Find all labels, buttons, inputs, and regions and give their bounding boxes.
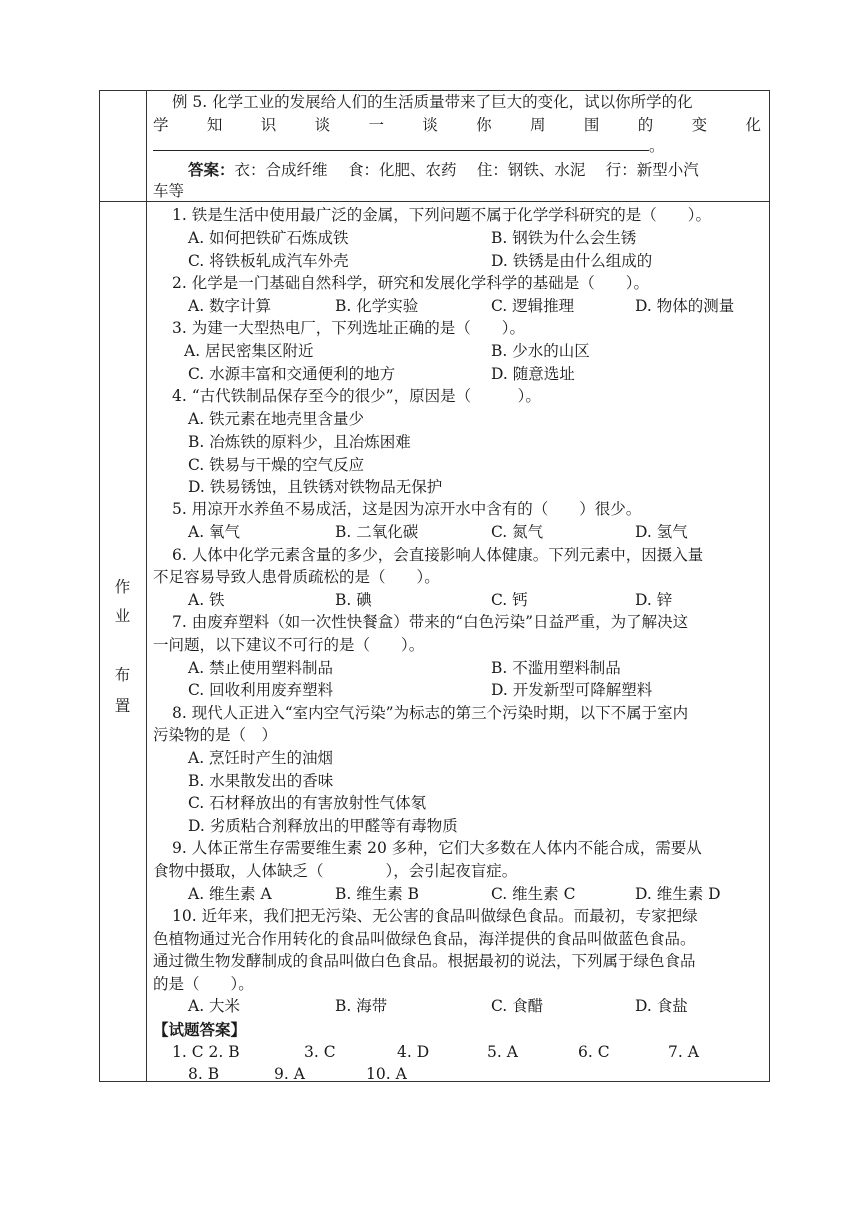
q7-option-a: A. 禁止使用塑料制品 xyxy=(188,659,334,677)
example-char: 学 xyxy=(153,116,169,134)
q2-option-d: D. 物体的测量 xyxy=(635,297,735,315)
example-answer xyxy=(188,159,699,181)
q2-option-b: B. 化学实验 xyxy=(335,297,419,315)
question-7-line-2: 一问题，以下建议不可行的是（ ）。 xyxy=(153,636,425,654)
q3-option-b: B. 少水的山区 xyxy=(491,342,590,360)
q3-option-a: A. 居民密集区附近 xyxy=(184,342,314,360)
question-6-line-1: 6. 人体中化学元素含量的多少，会直接影响人体健康。下列元素中，因摄入量 xyxy=(172,546,704,564)
question-6-line-2: 不足容易导致人患骨质疏松的是（ ）。 xyxy=(153,568,440,586)
answer-item: 1. C 2. B xyxy=(172,1043,240,1061)
example-answer-cont: 车等 xyxy=(153,182,185,200)
q1-option-c: C. 将铁板轧成汽车外壳 xyxy=(188,252,349,270)
q7-option-d: D. 开发新型可降解塑料 xyxy=(491,681,653,699)
answer-text: 衣：合成纤维 食：化肥、农药 住：钢铁、水泥 行：新型小汽 xyxy=(234,161,699,179)
q9-option-d: D. 维生素 D xyxy=(635,885,721,903)
answer-item: 7. A xyxy=(668,1043,699,1061)
q7-option-c: C. 回收利用废弃塑料 xyxy=(188,681,334,699)
answer-label: 答案： xyxy=(188,160,235,179)
answer-item: 3. C xyxy=(304,1043,336,1061)
question-10-line-2: 色植物通过光合作用转化的食品叫做绿色食品，海洋提供的食品叫做蓝色食品。 xyxy=(153,930,696,948)
answer-item: 10. A xyxy=(366,1065,407,1083)
q8-option-c: C. 石材释放出的有害放射性气体氡 xyxy=(188,794,427,812)
q6-option-d: D. 锌 xyxy=(635,591,673,609)
answer-blank xyxy=(153,136,649,151)
q9-option-a: A. 维生素 A xyxy=(188,885,272,903)
label-char: 业 xyxy=(114,607,131,625)
example-line-1: 例 5. 化学工业的发展给人们的生活质量带来了巨大的变化，试以你所学的化 xyxy=(172,93,693,111)
question-10-line-4: 的是（ ）。 xyxy=(153,975,254,993)
q5-option-c: C. 氮气 xyxy=(491,523,544,541)
q1-option-b: B. 钢铁为什么会生锈 xyxy=(491,229,637,247)
q9-option-c: C. 维生素 C xyxy=(491,885,576,903)
answer-item: 5. A xyxy=(487,1043,518,1061)
example-char: 化 xyxy=(745,116,761,134)
example-char: 识 xyxy=(260,116,277,134)
question-10-line-3: 通过微生物发酵制成的食品叫做白色食品。根据最初的说法，下列属于绿色食品 xyxy=(153,952,696,970)
example-char: 谈 xyxy=(314,116,331,134)
example-char: 知 xyxy=(206,116,223,134)
answers-title: 【试题答案】 xyxy=(153,1020,247,1039)
example-char: 谈 xyxy=(422,116,438,134)
example-char: 围 xyxy=(583,116,600,134)
q8-option-d: D. 劣质粘合剂释放出的甲醛等有毒物质 xyxy=(188,817,458,835)
example-char: 一 xyxy=(368,116,384,134)
question-7-line-1: 7. 由废弃塑料（如一次性快餐盒）带来的“白色污染”日益严重，为了解决这 xyxy=(172,613,689,631)
q6-option-a: A. 铁 xyxy=(188,591,225,609)
example-char: 变 xyxy=(691,116,708,134)
q8-option-b: B. 水果散发出的香味 xyxy=(188,772,334,790)
row-divider xyxy=(99,201,770,202)
question-8-line-2: 污染物的是（ ） xyxy=(153,726,278,744)
q10-option-b: B. 海带 xyxy=(335,997,388,1015)
example-char: 周 xyxy=(530,116,546,134)
q2-option-c: C. 逻辑推理 xyxy=(491,297,575,315)
question-3: 3. 为建一大型热电厂，下列选址正确的是（ ）。 xyxy=(172,319,525,337)
example-line-2 xyxy=(153,115,761,136)
question-9-line-2: 食物中摄取，人体缺乏（ ），会引起夜盲症。 xyxy=(153,862,518,880)
label-char: 作 xyxy=(114,578,131,596)
q10-option-c: C. 食醋 xyxy=(491,997,544,1015)
q8-option-a: A. 烹饪时产生的油烟 xyxy=(188,749,334,767)
answer-item: 6. C xyxy=(578,1043,610,1061)
q4-option-a: A. 铁元素在地壳里含量少 xyxy=(188,410,365,428)
q9-option-b: B. 维生素 B xyxy=(335,885,420,903)
label-char: 置 xyxy=(114,697,131,715)
q5-option-a: A. 氧气 xyxy=(188,523,241,541)
period: 。 xyxy=(649,137,665,155)
question-4: 4. “古代铁制品保存至今的很少”，原因是（ ）。 xyxy=(172,387,541,405)
q1-option-a: A. 如何把铁矿石炼成铁 xyxy=(188,229,349,247)
question-2: 2. 化学是一门基础自然科学，研究和发展化学科学的基础是（ ）。 xyxy=(172,274,649,292)
q6-option-c: C. 钙 xyxy=(491,591,528,609)
example-char: 的 xyxy=(637,116,654,134)
q2-option-a: A. 数字计算 xyxy=(188,297,272,315)
q10-option-a: A. 大米 xyxy=(188,997,241,1015)
q5-option-b: B. 二氧化碳 xyxy=(335,523,419,541)
q3-option-d: D. 随意选址 xyxy=(491,365,575,383)
example-char: 你 xyxy=(476,116,492,134)
question-5: 5. 用凉开水养鱼不易成活，这是因为凉开水中含有的（ ）很少。 xyxy=(172,500,642,518)
answer-item: 8. B xyxy=(188,1065,220,1083)
q3-option-c: C. 水源丰富和交通便利的地方 xyxy=(188,365,396,383)
q7-option-b: B. 不滥用塑料制品 xyxy=(491,659,621,677)
q4-option-d: D. 铁易锈蚀，且铁锈对铁物品无保护 xyxy=(188,478,443,496)
q6-option-b: B. 碘 xyxy=(335,591,372,609)
column-divider xyxy=(146,90,147,1082)
question-10-line-1: 10. 近年来，我们把无污染、无公害的食品叫做绿色食品。而最初，专家把绿 xyxy=(172,907,698,925)
question-8-line-1: 8. 现代人正进入“室内空气污染”为标志的第三个污染时期，以下不属于室内 xyxy=(172,704,689,722)
q5-option-d: D. 氢气 xyxy=(635,523,688,541)
label-char: 布 xyxy=(114,666,131,684)
q1-option-d: D. 铁锈是由什么组成的 xyxy=(491,252,653,270)
answer-item: 9. A xyxy=(274,1065,305,1083)
question-1: 1. 铁是生活中使用最广泛的金属，下列问题不属于化学学科研究的是（ ）。 xyxy=(172,206,711,224)
q10-option-d: D. 食盐 xyxy=(635,997,688,1015)
example-line-3 xyxy=(153,136,665,157)
question-9-line-1: 9. 人体正常生存需要维生素 20 多种，它们大多数在人体内不能合成，需要从 xyxy=(172,839,702,857)
answer-item: 4. D xyxy=(397,1043,430,1061)
q4-option-c: C. 铁易与干燥的空气反应 xyxy=(188,456,365,474)
q4-option-b: B. 冶炼铁的原料少，且冶炼困难 xyxy=(188,433,411,451)
